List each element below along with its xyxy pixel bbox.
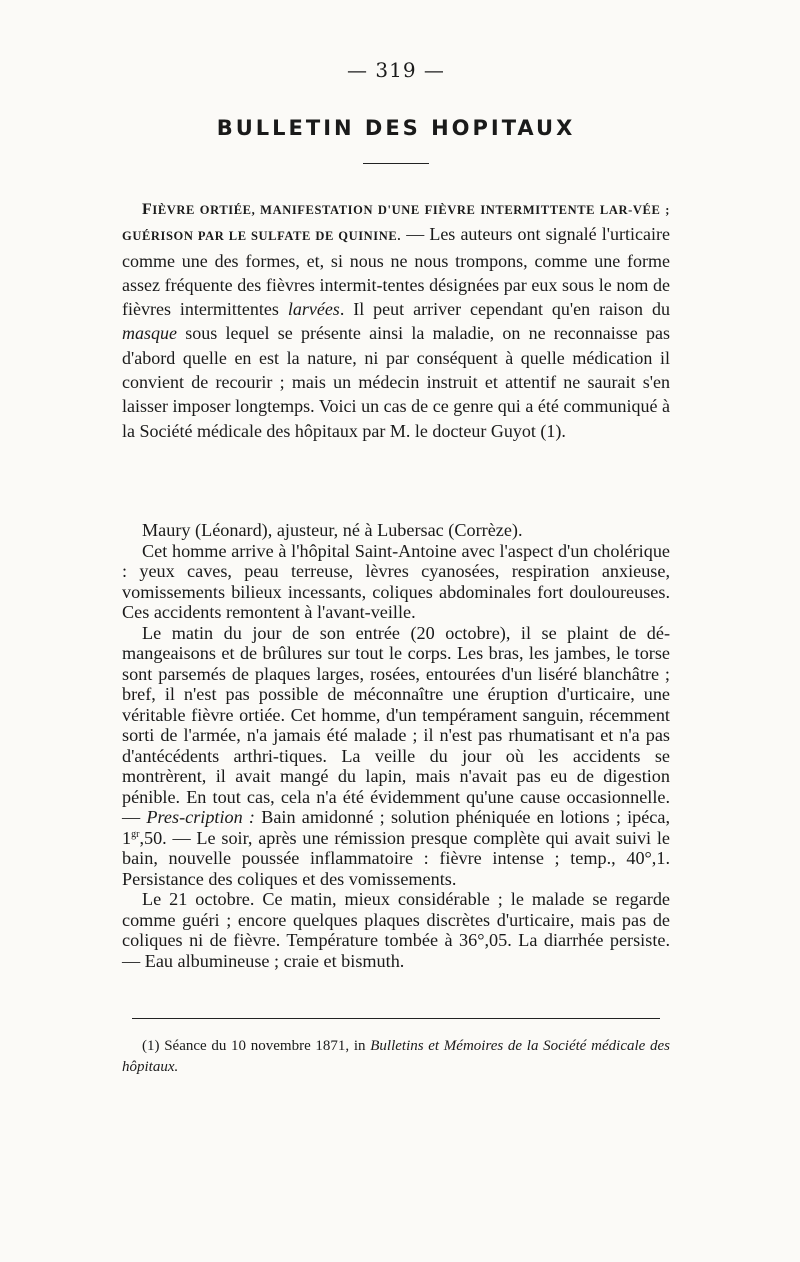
footnote-divider — [132, 1018, 660, 1019]
page-number: — 319 — — [347, 58, 445, 82]
case-patient-line: Maury (Léonard), ajusteur, né à Lubersac (Corrèze). — [142, 520, 523, 540]
section-heading: BULLETIN DES HOPITAUX — [216, 116, 576, 140]
case-paragraph-arrival: Cet homme arrive à l'hôpital Saint-Antoine avec l'aspect d'un cholérique : yeux caves, peau terreuse, lèvres cyanosées, respiration anxieuse, vomissements bilieux incessants, coliques abdominales fort douloureuses. Ces accidents remontent à l'avant-veille. — [122, 540, 670, 622]
heading-divider — [363, 163, 429, 164]
case-paragraph-day1: Le matin du jour de son entrée (20 octobre), il se plaint de dé-mangeaisons et de brûlures sur tout le corps. Les bras, les jambes, le torse sont parsemés de plaques larges, rosées, entourées d'un liséré blanchâtre ; bref, il n'est pas possible de méconnaître une éruption d'urticaire, une véritable fièvre ortiée. Cet homme, d'un tempérament sanguin, récemment sorti de l'armée, n'a jamais été malade ; il n'est pas rhumatisant et n'a pas d'antécédents arthri-tiques. La veille du jour où les accidents se montrèrent, il avait mangé du lapin, mais n'avait pas eu de digestion pénible. En tout cas, cela n'a été évidemment qu'une cause occasionnelle. — Pres-cription : Bain amidonné ; solution phéniquée en lotions ; ipéca, $1^{gr},50$. — Le soir, après une rémission presque complète qui avait suivi le bain, nouvelle poussée inflammatoire : fièvre intense ; temp., 40°,1. Persistance des coliques et des vomissements. — [122, 622, 670, 889]
case-report — [122, 520, 670, 971]
footnote: (1) Séance du 10 novembre 1871, in Bulletins et Mémoires de la Société médicale des hôpitaux. — [122, 1038, 670, 1075]
article-intro: FIÈVRE ORTIÉE, MANIFESTATION D'UNE FIÈVRE INTERMITTENTE LAR-VÉE ; GUÉRISON PAR LE SULFATE DE QUININE. — Les auteurs ont signalé l'urticaire comme une des formes, et, si nous ne nous trompons, comme une forme assez fréquente des fièvres intermit-tentes désignées par eux sous le nom de fièvres intermittentes larvées. Il peut arriver cependant qu'en raison du masque sous lequel se présente ainsi la maladie, on ne reconnaisse pas d'abord quelle en est la nature, ni par conséquent à quelle médication il convient de recourir ; mais un médecin instruit et attentif ne saurait s'en laisser imposer longtemps. Voici un cas de ce genre qui a été communiqué à la Société médicale des hôpitaux par M. le docteur Guyot (1). — [122, 201, 670, 441]
case-paragraph-day2: Le 21 octobre. Ce matin, mieux considérable ; le malade se regarde comme guéri ; encore quelques plaques discrètes d'urticaire, mais pas de coliques ni de fièvre. Température tombée à 36°,05. La diarrhée persiste. — Eau albumineuse ; craie et bismuth. — [122, 889, 670, 971]
article-title: FIÈVRE ORTIÉE, MANIFESTATION D'UNE FIÈVRE INTERMITTENTE LAR-VÉE ; GUÉRISON PAR LE SULFATE DE QUININE. — [122, 201, 670, 244]
book-page — [122, 0, 670, 1262]
